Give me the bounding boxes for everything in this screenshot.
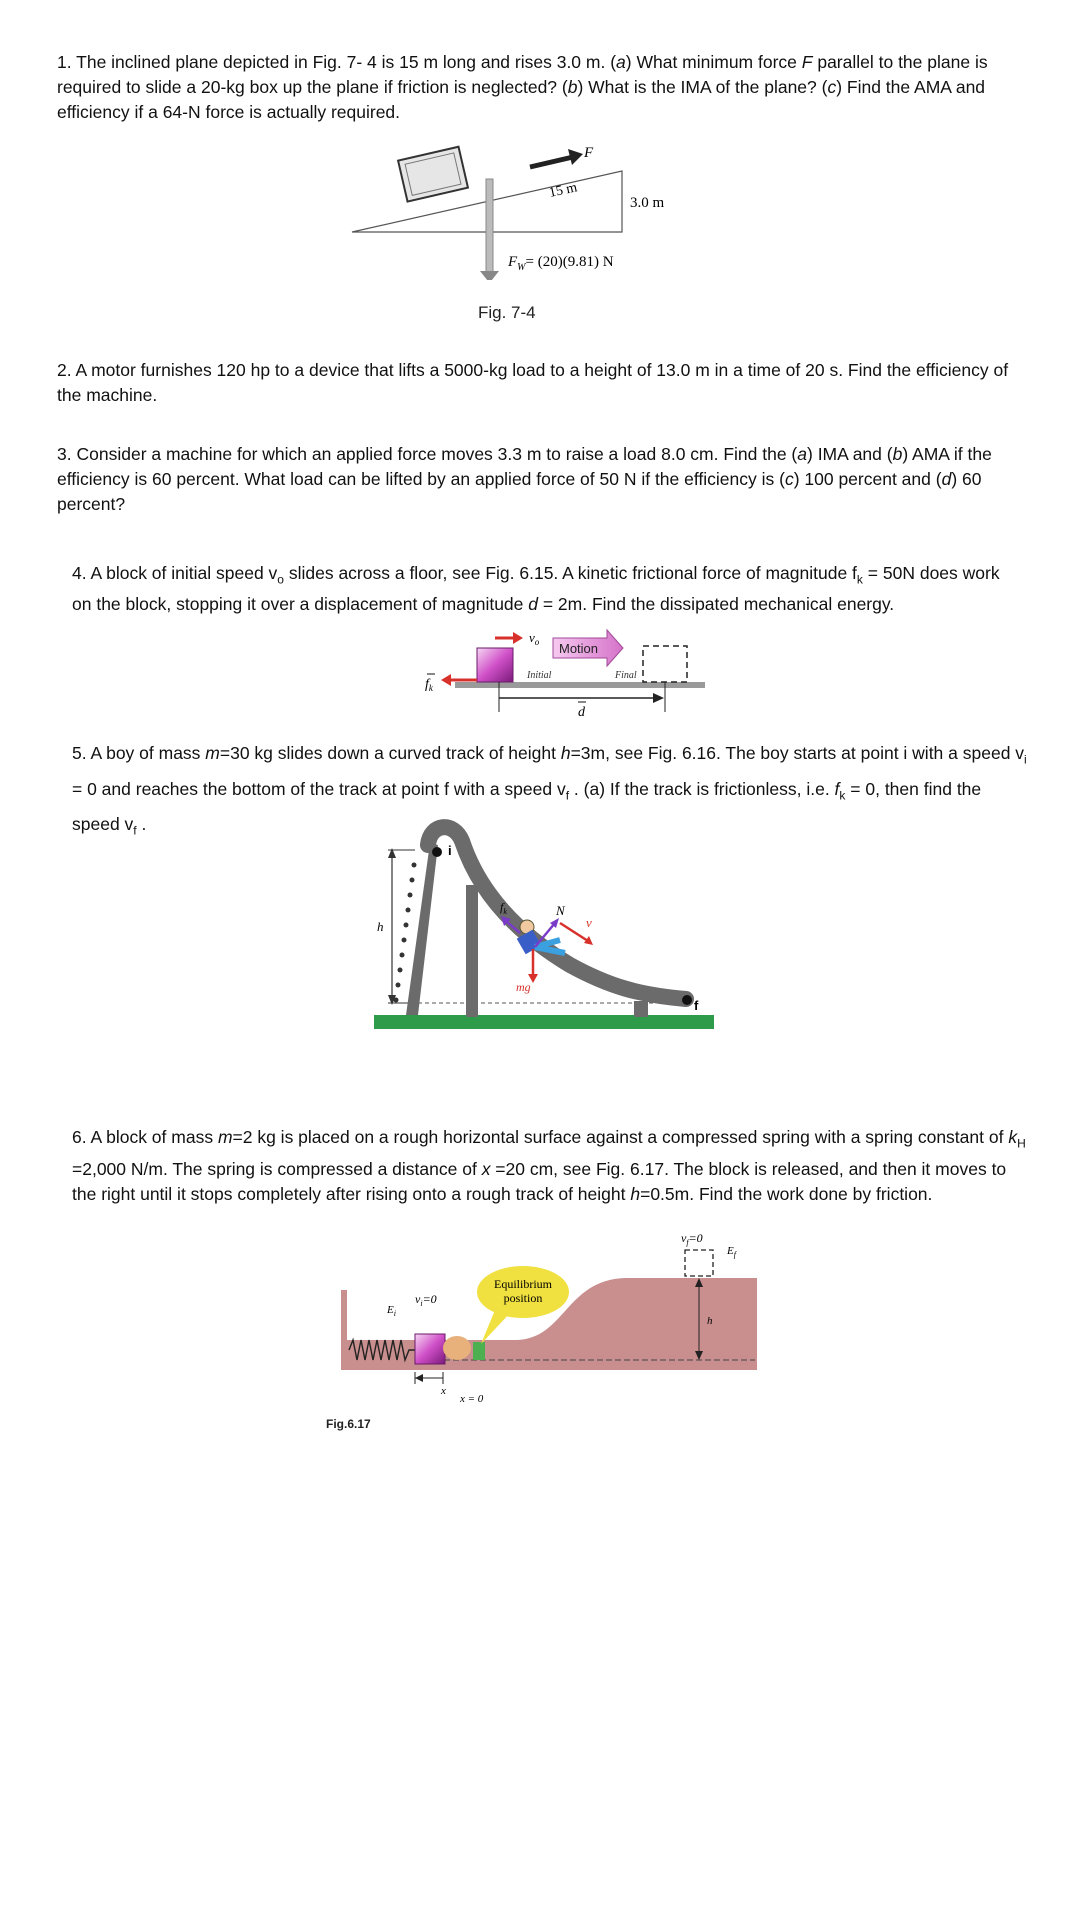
problem-number: 6. — [72, 1127, 87, 1147]
x-label: x — [441, 1385, 446, 1397]
fig-6-16-slide — [370, 815, 720, 1040]
displacement-label: d — [578, 705, 585, 720]
friction-label: $f_k$ — [425, 677, 433, 693]
friction-force-label: $f_k$ — [500, 900, 507, 916]
block-initial — [477, 648, 513, 682]
block — [415, 1334, 445, 1364]
x-dimension — [415, 1372, 443, 1384]
normal-force-label: N — [556, 903, 565, 918]
problem-5: 5. A boy of mass m=30 kg slides down a curved track of height h=3m, see Fig. 6.16. The boy starts at point i with a speed $v_i = 0$ and reaches the bottom of the track at point f with a speed $v_f$ . (a) If the track is frictionless, i.e. $f_k = 0$, then find the speed $v_f$ . — [72, 743, 1027, 838]
block-final — [643, 646, 687, 682]
height-label: 3.0 m — [630, 195, 665, 211]
equilibrium-label-1: Equilibrium — [494, 1277, 552, 1291]
problem-number: 4. — [72, 563, 87, 583]
height-label: h — [707, 1315, 713, 1327]
problem-number: 2. — [57, 360, 72, 380]
end-point — [682, 995, 692, 1005]
problem-6: 6. A block of mass m=2 kg is placed on a rough horizontal surface against a compressed spring with a spring constant of $k_H =2,000$ N/m. The spring is compressed a distance of x =20 cm, see Fig. 6.17. The block is released, and then it moves to the right until it stops completely after rising onto a rough track of height h=0.5m. Find the work done by friction. — [72, 1127, 1026, 1204]
floor — [455, 682, 705, 688]
vf-label: $v_f=0$ — [681, 1231, 703, 1247]
motion-label: Motion — [559, 641, 599, 656]
weight-arrow — [528, 949, 538, 983]
velocity-label: v — [586, 915, 592, 930]
vi-label: $v_i=0$ — [415, 1292, 437, 1308]
fig-7-4-inclined-plane — [340, 135, 700, 280]
support-post-low — [634, 1001, 648, 1017]
start-point — [432, 847, 442, 857]
ef-label: $E_f$ — [727, 1245, 736, 1259]
force-label: F — [584, 145, 594, 161]
ladder — [394, 843, 439, 1015]
support-post — [466, 885, 478, 1017]
problem-number: 3. — [57, 444, 72, 464]
start-point-label: i — [448, 843, 452, 858]
length-label: 15 m — [547, 180, 579, 201]
fig-6-17-spring-block — [335, 1230, 765, 1410]
hand — [443, 1336, 485, 1360]
block-final — [685, 1250, 713, 1276]
end-point-label: f — [694, 998, 699, 1013]
v0-label: $v_o$ — [529, 630, 540, 647]
problem-4: 4. A block of initial speed $v_o$ slides across a floor, see Fig. 6.15. A kinetic frictional force of magnitude $f_k = 50N$ does work on the block, stopping it over a displacement of magnitude d = 2m. Find the dissipated mechanical energy. — [72, 563, 1000, 614]
height-label: h — [377, 919, 384, 934]
force-arrow — [530, 149, 583, 167]
ei-label: $E_i$ — [387, 1304, 396, 1318]
x-zero-label: x = 0 — [460, 1393, 484, 1405]
velocity-arrow — [495, 632, 523, 644]
box — [398, 147, 468, 202]
problem-number: 1. — [57, 52, 72, 72]
weight-label: mg — [516, 980, 531, 994]
problem-number: 5. — [72, 743, 87, 763]
fig-6-17-caption: Fig.6.17 — [326, 1417, 371, 1431]
problem-3: 3. Consider a machine for which an applied force moves 3.3 m to raise a load 8.0 cm. Find the (a) IMA and (b) AMA if the efficiency is 60 percent. What load can be lifted by an applied force of 50 N if the efficiency is (c) 100 percent and (d) 60 percent? — [57, 444, 992, 514]
fig-6-15-sliding-block — [415, 628, 705, 728]
problem-2: 2. A motor furnishes 120 hp to a device that lifts a 5000-kg load to a height of 13.0 m in a time of 20 s. Find the efficiency of the machine. — [57, 360, 1009, 405]
fig-7-4-caption: Fig. 7-4 — [478, 303, 536, 322]
ground — [374, 1015, 714, 1029]
equilibrium-label-2: position — [503, 1291, 543, 1305]
weight-label: $F_W= (20)(9.81)$ N — [508, 254, 614, 273]
problem-1: 1. The inclined plane depicted in Fig. 7- 4 is 15 m long and rises 3.0 m. (a) What minimum force F parallel to the plane is required to slide a 20-kg box up the plane if friction is neglected? (b) What is the IMA of the plane? (c) Find the AMA and efficiency if a 64-N force is actually required. — [57, 52, 988, 122]
initial-label: Initial — [527, 670, 552, 681]
final-label: Final — [615, 670, 637, 681]
